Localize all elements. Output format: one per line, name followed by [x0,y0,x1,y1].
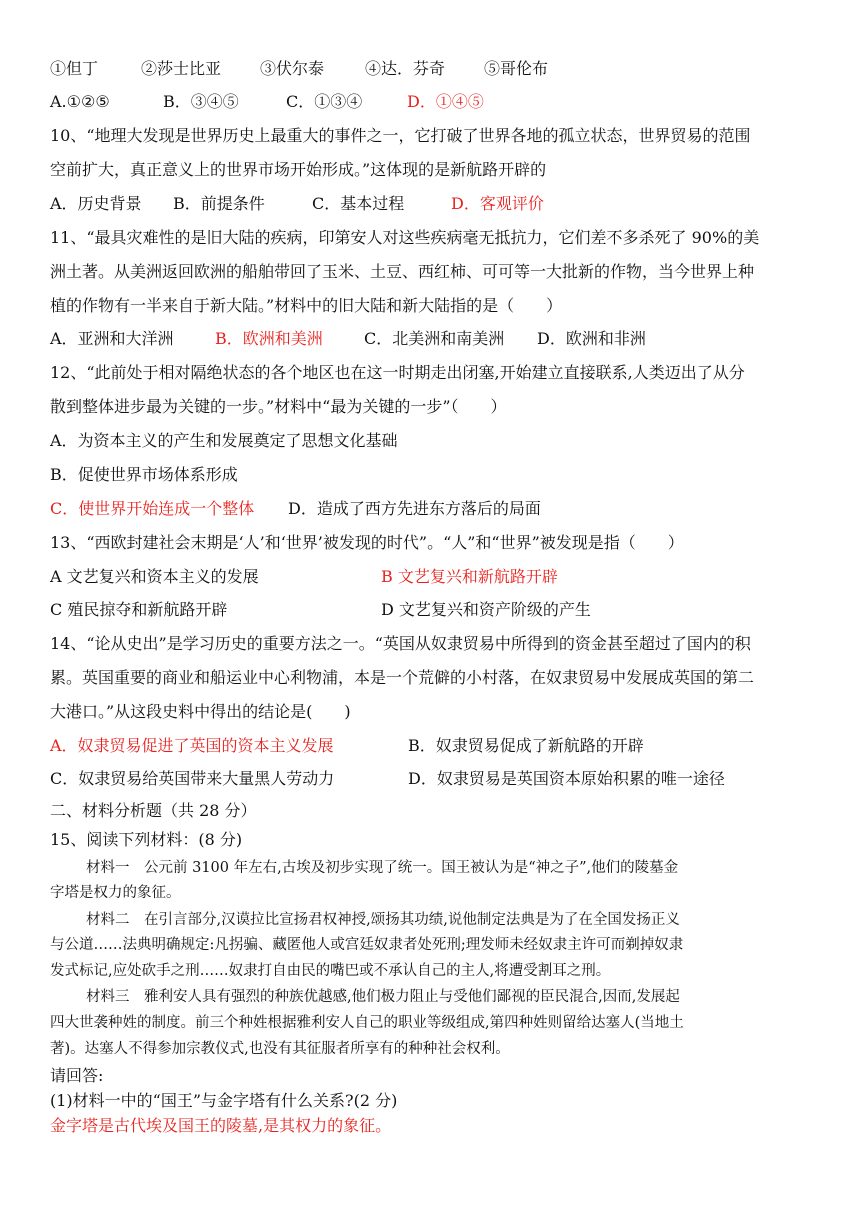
q13-stem-line: 13、“西欧封建社会末期是‘人’和‘世界’被发现的时代”。“人”和“世界”被发现是指（ ） [50,533,684,552]
q13-option-d: D 文艺复兴和资产阶级的产生 [381,600,591,619]
material-three-line: 四大世袭种姓的制度。前三个种姓根据雅利安人自己的职业等级组成,第四种姓则留给达塞人(当地土 [50,1015,684,1031]
section-heading: 二、材料分析题（共 28 分） [50,801,257,820]
q10-option-c: C．基本过程 [312,194,405,213]
q14-stem-line: 大港口。”从这段史料中得出的结论是( ) [50,702,351,721]
q11-stem-line: 植的作物有一半来自于新大陆。”材料中的旧大陆和新大陆指的是（ ） [50,296,563,315]
q11-stem-line: 洲土著。从美洲返回欧洲的船舶带回了玉米、土豆、西红柿、可可等一大批新的作物，当今世界上种 [50,262,755,281]
q9-item: ②莎士比亚 [141,59,222,78]
q10-option-b: B．前提条件 [173,194,265,213]
q11-option-a: A．亚洲和大洋洲 [50,329,174,348]
q14-option-b: B．奴隶贸易促成了新航路的开辟 [408,736,644,755]
q9-option-b: B．③④⑤ [163,92,239,111]
q9-item: ⑤哥伦布 [484,59,549,78]
q14-stem-line: 累。英国重要的商业和船运业中心利物浦，本是一个荒僻的小村落，在奴隶贸易中发展成英国的第二 [50,668,755,687]
q13-option-c: C 殖民掠夺和新航路开辟 [50,600,228,619]
material-two-line: 发式标记,应处砍手之刑……奴隶打自由民的嘴巴或不承认自己的主人,将遭受割耳之刑。 [50,963,611,979]
material-two-line: 材料二 在引言部分,汉谟拉比宣扬君权神授,颂扬其功绩,说他制定法典是为了在全国发扬正义 [86,912,680,928]
q9-item: ①但丁 [50,59,99,78]
q12-option-a: A．为资本主义的产生和发展奠定了思想文化基础 [50,431,398,450]
sub-question-1: (1)材料一中的“国王”与金字塔有什么关系?(2 分) [50,1091,398,1110]
q11-option-b-answer: B．欧洲和美洲 [215,329,323,348]
q9-item: ③伏尔泰 [260,59,325,78]
material-one-line: 字塔是权力的象征。 [50,885,181,901]
material-three-line: 材料三 雅利安人具有强烈的种族优越感,他们极力阻止与受他们鄙视的臣民混合,因而,发展起 [86,989,680,1005]
q10-option-a: A．历史背景 [50,194,142,213]
q14-option-a-answer: A．奴隶贸易促进了英国的资本主义发展 [50,736,334,755]
q12-option-d: D．造成了西方先进东方落后的局面 [288,499,541,518]
q9-item: ④达．芬奇 [365,59,446,78]
q10-stem-line: 空前扩大，真正意义上的世界市场开始形成。”这体现的是新航路开辟的 [50,160,547,179]
q11-option-d: D．欧洲和非洲 [537,329,646,348]
q13-option-b-answer: B 文艺复兴和新航路开辟 [381,567,558,586]
q14-option-c: C．奴隶贸易给英国带来大量黑人劳动力 [50,769,335,788]
q12-stem-line: 12、“此前处于相对隔绝状态的各个地区也在这一时期走出闭塞,开始建立直接联系,人类迈出了从分 [50,363,745,382]
q11-stem-line: 11、“最具灾难性的是旧大陆的疾病，印第安人对这些疾病毫无抵抗力，它们差不多杀死了 90%的美 [50,228,760,247]
q12-option-b: B．促使世界市场体系形成 [50,465,238,484]
q10-option-d-answer: D．客观评价 [451,194,544,213]
q9-option-c: C．①③④ [286,92,363,111]
q12-option-c-answer: C．使世界开始连成一个整体 [50,499,255,518]
sub-question-1-answer: 金字塔是古代埃及国王的陵墓,是其权力的象征。 [50,1116,392,1135]
material-three-line: 著)。达塞人不得参加宗教仪式,也没有其征服者所享有的种种社会权利。 [50,1041,510,1057]
q14-option-d: D．奴隶贸易是英国资本原始积累的唯一途径 [408,769,725,788]
q9-option-d-answer: D．①④⑤ [407,92,484,111]
q9-option-a: A.①②⑤ [50,92,110,111]
q13-option-a: A 文艺复兴和资本主义的发展 [50,567,259,586]
q14-stem-line: 14、“论从史出”是学习历史的重要方法之一。“英国从奴隶贸易中所得到的资金甚至超过了国内的积 [50,634,751,653]
answer-prompt: 请回答: [50,1066,104,1085]
q10-stem-line: 10、“地理大发现是世界历史上最重大的事件之一，它打破了世界各地的孤立状态，世界贸易的范围 [50,126,751,145]
material-two-line: 与公道……法典明确规定:凡拐骗、藏匿他人或宫廷奴隶者处死刑;理发师未经奴隶主许可而剃掉奴隶 [50,937,684,953]
q15-stem: 15、阅读下列材料：(8 分) [50,830,243,849]
q11-option-c: C．北美洲和南美洲 [364,329,505,348]
material-one-line: 材料一 公元前 3100 年左右,古埃及初步实现了统一。国王被认为是“神之子”,他们的陵墓金 [86,860,679,876]
q12-stem-line: 散到整体进步最为关键的一步。”材料中“最为关键的一步”（ ） [50,397,507,416]
